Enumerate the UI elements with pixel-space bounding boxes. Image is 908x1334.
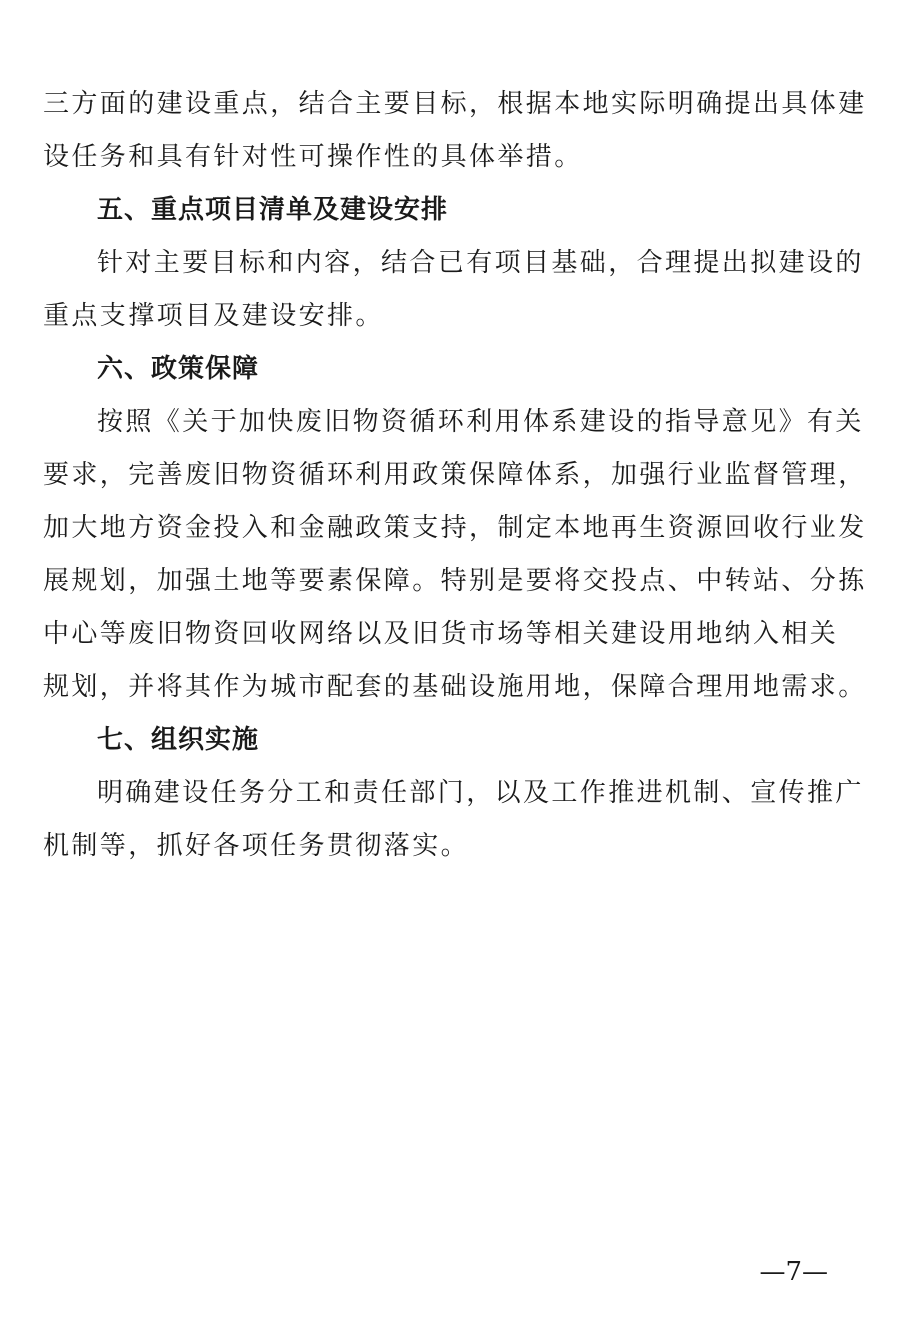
paragraph-line: 要求，完善废旧物资循环利用政策保障体系，加强行业监督管理， [43, 460, 867, 490]
paragraph-line: 设任务和具有针对性可操作性的具体举措。 [43, 142, 583, 172]
section-heading-6: 六、政策保障 [97, 354, 260, 384]
paragraph-line: 加大地方资金投入和金融政策支持，制定本地再生资源回收行业发 [43, 513, 867, 543]
paragraph-line: 机制等，抓好各项任务贯彻落实。 [43, 831, 470, 861]
section-heading-7: 七、组织实施 [97, 725, 260, 755]
paragraph-line: 三方面的建设重点，结合主要目标，根据本地实际明确提出具体建 [43, 89, 867, 119]
paragraph-line: 针对主要目标和内容，结合已有项目基础，合理提出拟建设的 [97, 248, 864, 278]
page-number: —7— [759, 1257, 828, 1287]
document-content [43, 78, 867, 873]
paragraph-line: 中心等废旧物资回收网络以及旧货市场等相关建设用地纳入相关 [43, 619, 839, 649]
paragraph-line: 规划，并将其作为城市配套的基础设施用地，保障合理用地需求。 [43, 672, 867, 702]
paragraph-line: 展规划，加强土地等要素保障。特别是要将交投点、中转站、分拣 [43, 566, 867, 596]
section-heading-5: 五、重点项目清单及建设安排 [97, 195, 449, 225]
paragraph-line: 明确建设任务分工和责任部门，以及工作推进机制、宣传推广 [97, 778, 864, 808]
paragraph-line: 重点支撑项目及建设安排。 [43, 301, 384, 331]
paragraph-line: 按照《关于加快废旧物资循环利用体系建设的指导意见》有关 [97, 407, 864, 437]
